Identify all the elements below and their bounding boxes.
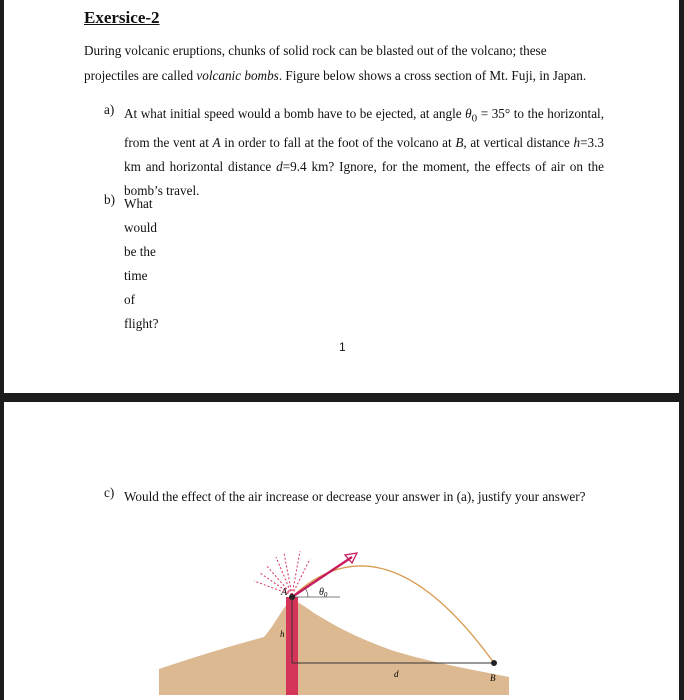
question-b-text: What would be the time of flight? <box>124 196 159 331</box>
question-c-text: Would the effect of the air increase or decrease your answer in (a), justify your answer? <box>124 489 586 504</box>
label-theta-sub: 0 <box>323 591 328 599</box>
volcano-ground <box>159 599 509 695</box>
question-a-part4: , at vertical distance <box>463 134 574 150</box>
angle-subscript: 0 <box>471 112 478 125</box>
angle-symbol: θ <box>465 106 472 121</box>
label-theta <box>319 587 328 599</box>
intro-term: volcanic bombs <box>196 68 279 83</box>
h-variable: h <box>573 134 581 150</box>
question-a-part1: At what initial speed would a bomb have to be ejected, at angle <box>124 106 466 121</box>
volcano-figure <box>154 547 514 697</box>
label-h: h <box>280 629 285 639</box>
question-a-part6: =9.4 km? Ignore, for the moment, the effects of air on the bomb’s travel. <box>124 158 604 198</box>
exercise-title: Exersice-2 <box>84 8 160 27</box>
label-b: B <box>490 673 496 683</box>
point-b-dot <box>491 660 497 666</box>
page-number: 1 <box>339 340 346 354</box>
label-a: A <box>281 587 288 598</box>
d-variable: d <box>276 158 283 174</box>
point-b-ref: B <box>455 134 464 150</box>
question-c-label: c) <box>104 485 115 500</box>
question-a-part3: in order to fall at the foot of the volcano at <box>220 134 456 150</box>
question-a-part2: = 35° to the horizontal, from the vent at <box>124 106 605 150</box>
intro-text-1: During volcanic eruptions, chunks of solid rock can be blasted out of the volcano; these projectiles are called <box>84 43 547 83</box>
document-page-1 <box>4 0 679 393</box>
intro-paragraph <box>84 38 604 88</box>
document-page-2 <box>4 402 679 700</box>
intro-text-2: . Figure below shows a cross section of Mt. Fuji, in Japan. <box>278 68 587 83</box>
question-a-part5: =3.3 km and horizontal distance <box>124 134 604 174</box>
label-theta-symbol: θ <box>319 587 324 598</box>
label-d: d <box>394 669 399 679</box>
question-b-label: b) <box>104 192 115 207</box>
point-a-ref: A <box>212 134 221 150</box>
question-a-text <box>124 102 604 203</box>
question-a-label: a) <box>104 102 115 117</box>
